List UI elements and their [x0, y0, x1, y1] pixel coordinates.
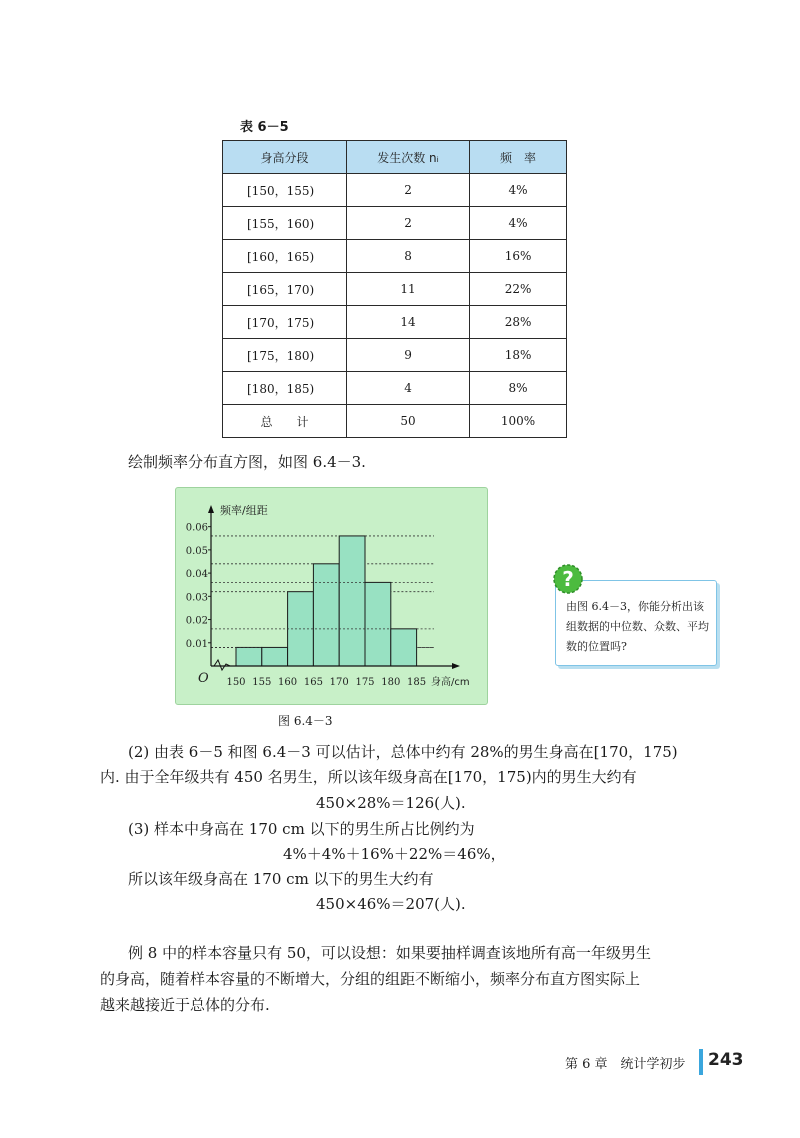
cell-count: 11: [346, 273, 469, 306]
table-row: [223, 207, 567, 240]
paragraph-3-line-2: 所以该年级身高在 170 cm 以下的男生大约有: [128, 870, 434, 888]
cell-frequency: 4%: [470, 174, 567, 207]
draw-histogram-intro: 绘制频率分布直方图，如图 6.4－3.: [128, 453, 366, 471]
header-height-range: 身高分段: [223, 141, 347, 174]
y-tick-label: 0.04: [185, 569, 208, 581]
page-number: 243: [708, 1050, 744, 1070]
frequency-table: [222, 140, 567, 438]
table-caption: 表 6－5: [240, 120, 289, 135]
y-axis-label: 频率/组距: [220, 504, 268, 517]
cell-range: [150，155): [223, 174, 347, 207]
paragraph-4-line-1: 例 8 中的样本容量只有 50，可以设想：如果要抽样调查该地所有高一年级男生: [128, 944, 651, 962]
cell-range: [175，180): [223, 339, 347, 372]
paragraph-4-line-3: 越来越接近于总体的分布.: [100, 996, 270, 1014]
x-tick-label: 180: [381, 677, 401, 688]
cell-range: [165，170): [223, 273, 347, 306]
histogram-bar: [339, 536, 365, 666]
x-tick-label: 170: [329, 677, 349, 688]
y-tick-label: 0.03: [185, 592, 208, 604]
histogram-svg: [176, 488, 487, 704]
x-tick-label: 185: [407, 677, 427, 688]
x-tick-label: 160: [278, 677, 298, 688]
y-tick-label: 0.06: [185, 522, 208, 534]
table-header-row: [223, 141, 567, 174]
cell-count: 9: [346, 339, 469, 372]
table-row: [223, 372, 567, 405]
histogram-bar: [313, 564, 339, 666]
paragraph-2-line-2: 内. 由于全年级共有 450 名男生，所以该年级身高在[170，175)内的男生大约有: [100, 768, 637, 786]
x-axis-arrow: [452, 663, 460, 669]
cell-count: 4: [346, 372, 469, 405]
header-frequency: 频 率: [470, 141, 567, 174]
cell-count: 8: [346, 240, 469, 273]
paragraph-2-equation: 450×28%＝126(人).: [316, 794, 466, 812]
cell-frequency: 4%: [470, 207, 567, 240]
figure-caption: 图 6.4－3: [278, 714, 333, 728]
histogram-figure: [175, 487, 488, 705]
x-tick-label: 150: [226, 677, 246, 688]
table-row: [223, 240, 567, 273]
y-tick-label: 0.01: [185, 638, 208, 650]
cell-count: 2: [346, 174, 469, 207]
cell-count: 2: [346, 207, 469, 240]
note-text: 由图 6.4－3，你能分析出该组数据的中位数、众数、平均数的位置吗?: [566, 600, 709, 653]
footer-chapter: 第 6 章 统计学初步: [565, 1057, 686, 1072]
cell-total-frequency: 100%: [470, 405, 567, 438]
think-note: [555, 567, 717, 666]
histogram-bar: [236, 647, 262, 666]
table-row: [223, 306, 567, 339]
table-row: [223, 339, 567, 372]
x-tick-label: 165: [303, 677, 323, 688]
cell-count: 14: [346, 306, 469, 339]
table-total-row: [223, 405, 567, 438]
y-tick-label: 0.02: [185, 615, 208, 627]
paragraph-3-equation-1: 4%＋4%＋16%＋22%＝46%，: [283, 845, 506, 863]
paragraph-3-equation-2: 450×46%＝207(人).: [316, 895, 466, 913]
table-row: [223, 273, 567, 306]
histogram-bar: [391, 629, 417, 666]
cell-range: [160，165): [223, 240, 347, 273]
y-tick-label: 0.05: [185, 545, 208, 557]
paragraph-2-line-1: (2) 由表 6－5 和图 6.4－3 可以估计，总体中约有 28%的男生身高在[170，175): [128, 743, 678, 761]
cell-range: [180，185): [223, 372, 347, 405]
svg-text:?: ?: [562, 567, 574, 591]
x-tick-label: 175: [355, 677, 375, 688]
x-tick-label: 155: [252, 677, 272, 688]
paragraph-3-line-1: (3) 样本中身高在 170 cm 以下的男生所占比例约为: [128, 820, 475, 838]
cell-frequency: 22%: [470, 273, 567, 306]
histogram-bar: [262, 647, 288, 666]
cell-range: [170，175): [223, 306, 347, 339]
axis-break: [214, 660, 230, 670]
header-count: 发生次数 nᵢ: [346, 141, 469, 174]
cell-frequency: 8%: [470, 372, 567, 405]
cell-frequency: 28%: [470, 306, 567, 339]
cell-total-label: 总 计: [223, 405, 347, 438]
table-row: [223, 174, 567, 207]
x-axis-label: 身高/cm: [431, 677, 470, 688]
cell-range: [155，160): [223, 207, 347, 240]
paragraph-4-line-2: 的身高，随着样本容量的不断增大，分组的组距不断缩小，频率分布直方图实际上: [100, 970, 641, 988]
histogram-bar: [365, 582, 391, 666]
y-axis-arrow: [208, 505, 214, 513]
footer-accent-bar: [699, 1049, 703, 1075]
origin-label: O: [198, 671, 209, 686]
cell-frequency: 16%: [470, 240, 567, 273]
cell-frequency: 18%: [470, 339, 567, 372]
question-mark-icon: [552, 563, 584, 595]
cell-total-count: 50: [346, 405, 469, 438]
